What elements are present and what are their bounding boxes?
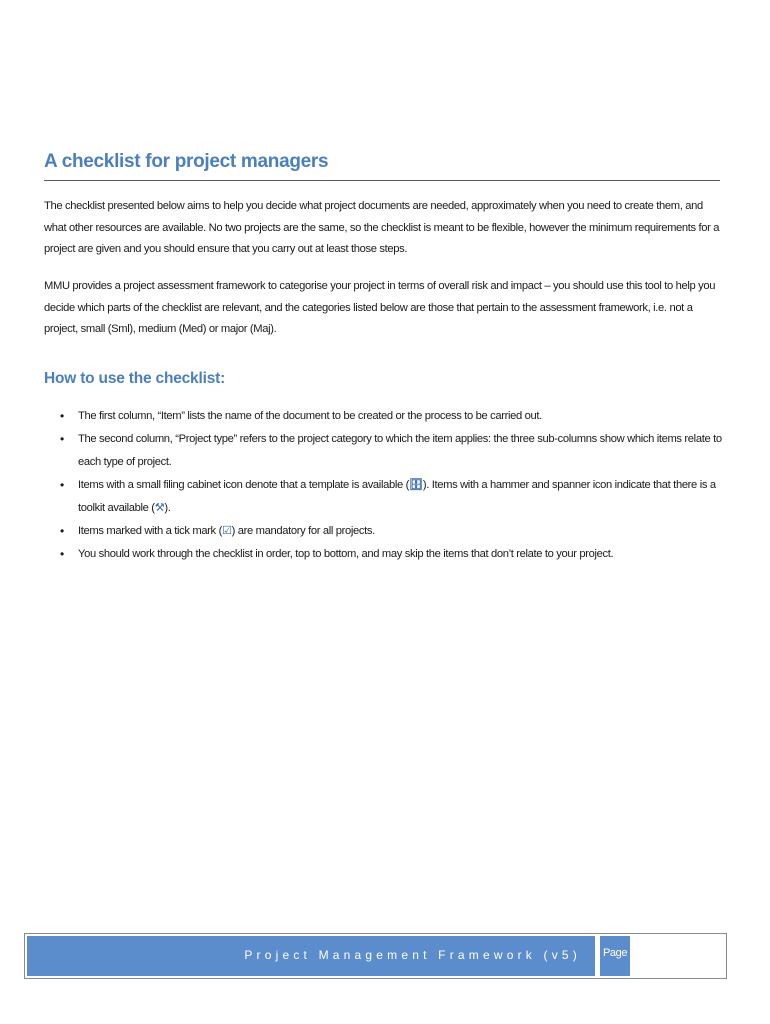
list-item-text: The first column, “Item” lists the name of the document to be created or the process to be carried out. xyxy=(78,410,542,422)
footer-title: Project Management Framework (v5) xyxy=(244,948,581,962)
list-item-text: ) are mandatory for all projects. xyxy=(231,525,375,537)
list-item-text: Items with a small filing cabinet icon denote that a template is available ( xyxy=(78,479,409,491)
list-item xyxy=(60,543,725,566)
list-item xyxy=(60,474,725,520)
list-item-text: The second column, “Project type” refers to the project category to which the item applies: the three sub-columns show which items relate to each type of project. xyxy=(78,433,722,468)
list-item xyxy=(60,405,725,428)
list-item-text: ). xyxy=(164,502,171,514)
list-item-text: ). Items with a hammer and spanner icon indicate that there is a toolkit available ( xyxy=(78,479,716,514)
bullet-icon: • xyxy=(60,547,64,561)
how-to-list xyxy=(60,405,725,566)
hammer-spanner-icon: ⚒ xyxy=(154,502,165,514)
how-to-heading: How to use the checklist: xyxy=(44,370,226,387)
bullet-icon: • xyxy=(60,524,64,538)
bullet-icon: • xyxy=(60,432,64,446)
bullet-icon: • xyxy=(60,409,64,423)
tick-box-icon: ☑ xyxy=(221,525,232,537)
list-item xyxy=(60,520,725,543)
page-title: A checklist for project managers xyxy=(44,151,720,181)
page-number: Page 1 xyxy=(603,947,636,959)
list-item-text: You should work through the checklist in order, top to bottom, and may skip the items that don’t relate to your project. xyxy=(78,548,614,560)
footer-title-bar xyxy=(27,936,595,976)
list-item xyxy=(60,428,725,474)
list-item-text: Items marked with a tick mark ( xyxy=(78,525,222,537)
page-footer xyxy=(24,933,727,979)
bullet-icon: • xyxy=(60,478,64,492)
intro-paragraph-2: MMU provides a project assessment framework to categorise your project in terms of overall risk and impact – you should use this tool to help you decide which parts of the checklist are relevant, and the categories listed below are those that pertain to the assessment framework, i.e. not a project, small (Sml), medium (Med) or major (Maj). xyxy=(44,280,716,336)
intro-paragraph-1: The checklist presented below aims to help you decide what project documents are needed, approximately when you need to create them, and what other resources are available. No two projects are the same, so the checklist is meant to be flexible, however the minimum requirements for a project are given and you should ensure that you carry out at least those steps. xyxy=(44,200,720,256)
filing-cabinet-icon: 🗄 xyxy=(408,479,423,491)
